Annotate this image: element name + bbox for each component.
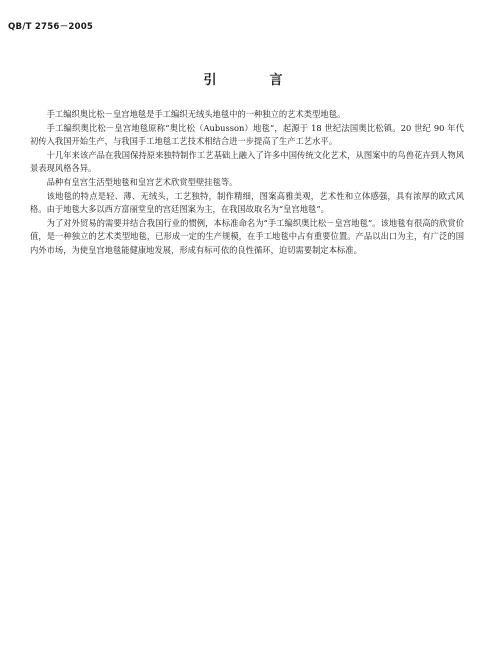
document-body: [30, 108, 464, 258]
paragraph: 十几年来该产品在我国保持原来独特制作工艺基础上融入了许多中国传统文化艺术，从图案中的鸟兽花卉到人物风景表现风格各异。: [30, 149, 464, 174]
paragraph: 手工编织奥比松－皇宫地毯原称“奥比松（Aubusson）地毯”，起源于 18 世纪法国奥比松镇。20 世纪 90 年代初传入我国开始生产，与我国手工地毯工艺技术相结合进一步提高了生产工艺水平。: [30, 122, 464, 147]
paragraph: 该地毯的特点是轻、薄、无绒头，工艺独特，制作精细，图案高雅美观，艺术性和立体感强，具有浓厚的欧式风格。由于地毯大多以西方富丽堂皇的宫廷图案为主，在我国故取名为“皇宫地毯”。: [30, 190, 464, 215]
paragraph: 品种有皇宫生活型地毯和皇宫艺术欣赏型壁挂毯等。: [46, 176, 238, 187]
page-title: 引 言: [203, 73, 303, 88]
paragraph: 为了对外贸易的需要并结合我国行业的惯例，本标准命名为“手工编织奥比松－皇宫地毯”。该地毯有很高的欣赏价值，是一种独立的艺术类型地毯，已形成一定的生产规模，在手工地毯中占有重要位置。产品以出口为主，有广泛的国内外市场，为使皇宫地毯能健康地发展，形成有标可依的良性循环，迫切需要制定本标准。: [30, 217, 464, 255]
standard-code: QB/T 2756－2005: [8, 22, 94, 32]
paragraph: 手工编织奥比松－皇宫地毯是手工编织无绒头地毯中的一种独立的艺术类型地毯。: [46, 109, 346, 119]
